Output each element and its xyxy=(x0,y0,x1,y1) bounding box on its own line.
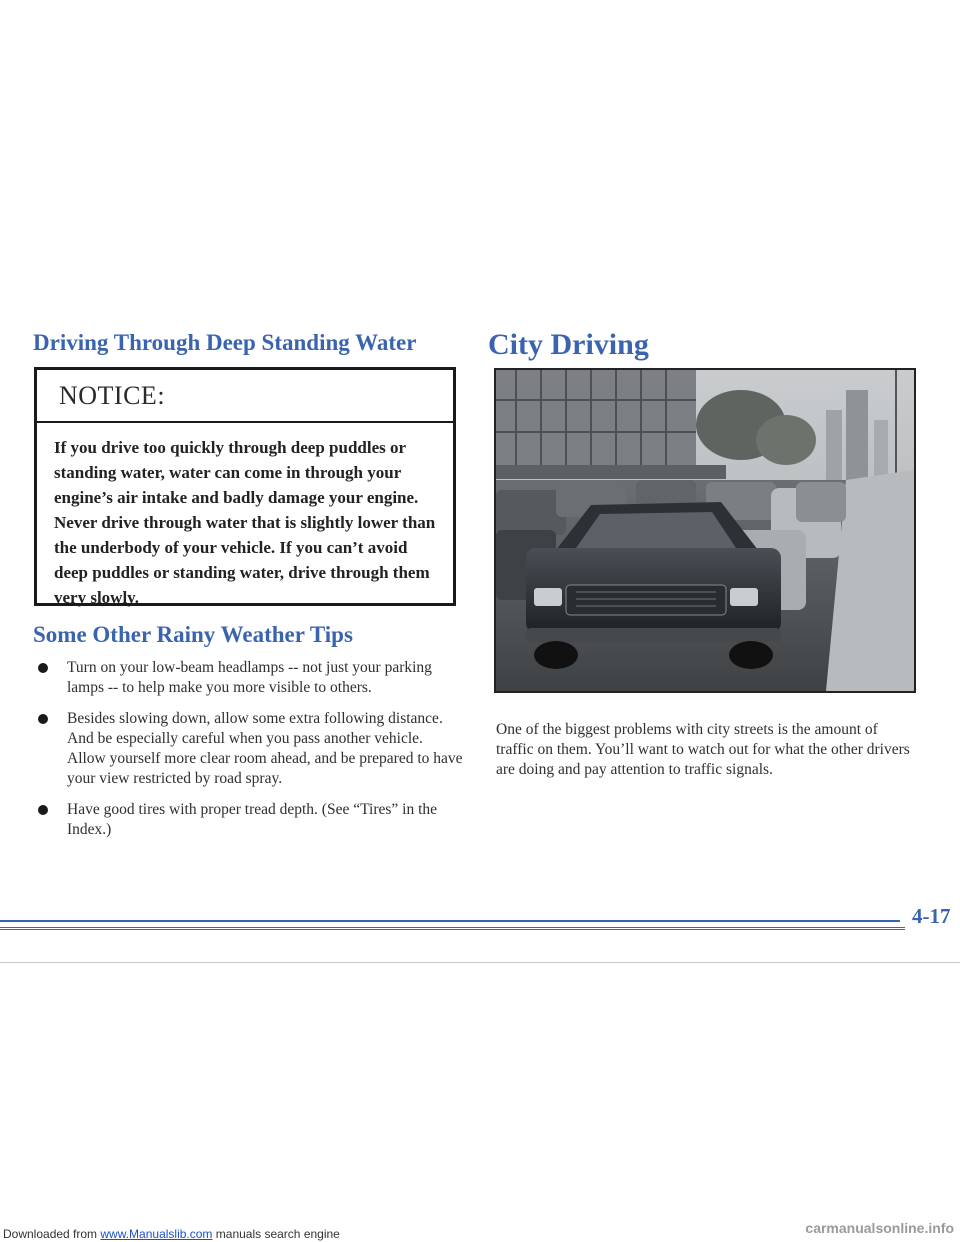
city-traffic-illustration xyxy=(496,370,914,691)
list-item: Have good tires with proper tread depth. (See “Tires” in the Index.) xyxy=(34,800,464,840)
list-item: Turn on your low-beam headlamps -- not just your parking lamps -- to help make you more visible to others. xyxy=(34,658,464,698)
city-driving-paragraph: One of the biggest problems with city streets is the amount of traffic on them. You’ll want to watch out for what the other drivers are doing and pay attention to traffic signals. xyxy=(496,721,910,778)
bullet-icon xyxy=(38,663,48,673)
city-traffic-photo xyxy=(494,368,916,693)
watermark-text: carmanualsonline.info xyxy=(805,1220,954,1236)
notice-box xyxy=(34,367,456,606)
notice-label: NOTICE: xyxy=(37,370,453,423)
page-rule-thin xyxy=(0,929,905,930)
download-footer: Downloaded from www.Manualslib.com manuals search engine xyxy=(3,1227,340,1241)
notice-text: If you drive too quickly through deep puddles or standing water, water can come in through your engine’s air intake and badly damage your engine. Never drive through water that is slightly lower than the underbody of your vehicle. If you can’t avoid deep puddles or standing water, drive through them very slowly. xyxy=(54,438,436,607)
scan-edge-line xyxy=(0,962,960,963)
page-rule-thin xyxy=(0,927,905,928)
deep-water-heading: Driving Through Deep Standing Water xyxy=(33,330,417,355)
page-rule xyxy=(0,920,900,922)
page-number: 4-17 xyxy=(912,904,951,928)
list-item: Besides slowing down, allow some extra following distance. And be especially careful when you pass another vehicle. Allow yourself more clear room ahead, and be prepared to have your view restricted by road spray. xyxy=(34,709,464,789)
rainy-tips-list xyxy=(34,658,464,851)
rainy-tips-heading: Some Other Rainy Weather Tips xyxy=(33,622,353,647)
city-driving-heading: City Driving xyxy=(488,328,649,361)
bullet-icon xyxy=(38,805,48,815)
manualslib-link[interactable]: www.Manualslib.com xyxy=(100,1227,213,1241)
bullet-icon xyxy=(38,714,48,724)
